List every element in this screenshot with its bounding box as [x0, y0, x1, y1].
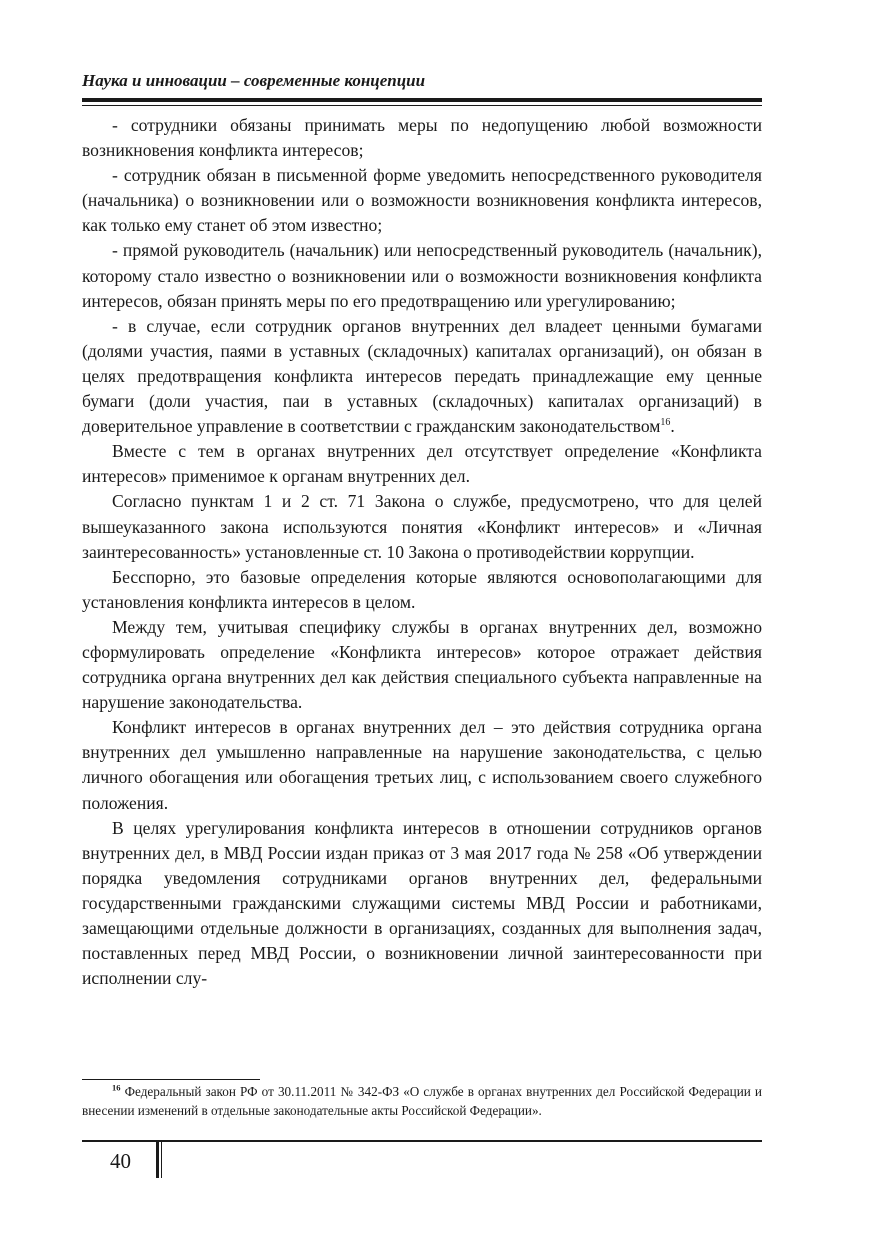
- paragraph-6: Согласно пунктам 1 и 2 ст. 71 Закона о службе, предусмотрено, что для целей вышеуказанного закона используются понятия «Конфликт интересов» и «Личная заинтересованность» установленные ст. 10 Закона о противодействии коррупции.: [82, 491, 762, 562]
- page-number-bar-thick: [156, 1141, 159, 1178]
- paragraph-2: - сотрудник обязан в письменной форме уведомить непосредственного руководителя (начальника) о возникновении или о возможности возникновения конфликта интересов, как только ему станет об этом известно;: [82, 165, 762, 236]
- paragraph-3: - прямой руководитель (начальник) или непосредственный руководитель (начальник), которому стало известно о возникновении или о возможности возникновения конфликта интересов, обязан принять меры по его предотвращению или урегулированию;: [82, 240, 762, 311]
- footnote-number: 16: [112, 1082, 121, 1093]
- paragraph-8: Между тем, учитывая специфику службы в органах внутренних дел, возможно сформулировать определение «Конфликта интересов» которое отражает действия сотрудника органа внутренних дел как действия специального субъекта направленные на нарушение законодательства.: [82, 616, 762, 713]
- page-number: 40: [110, 1149, 131, 1173]
- footer-rule: [82, 1140, 762, 1142]
- running-header: Наука и инновации – современные концепции: [82, 71, 426, 90]
- header-rule-thin: [82, 105, 762, 106]
- body-text: [82, 113, 762, 991]
- paragraph-4-end: .: [670, 416, 675, 437]
- page-number-bar-thin: [161, 1141, 162, 1178]
- paragraph-7: Бесспорно, это базовые определения которые являются основополагающими для установления конфликта интересов в целом.: [82, 566, 762, 612]
- footnote: [82, 1083, 762, 1120]
- footnote-reference[interactable]: 16: [660, 417, 671, 429]
- paragraph-9: Конфликт интересов в органах внутренних дел – это действия сотрудника органа внутренних дел умышленно направленные на нарушение законодательства, с целью личного обогащения или обогащения третьих лиц, с использованием своего служебного положения.: [82, 717, 762, 813]
- paragraph-5: Вместе с тем в органах внутренних дел отсутствует определение «Конфликта интересов» применимое к органам внутренних дел.: [82, 441, 762, 487]
- paragraph-4: [82, 314, 762, 439]
- header-rule-thick: [82, 98, 762, 102]
- paragraph-10: В целях урегулирования конфликта интересов в отношении сотрудников органов внутренних дел, в МВД России издан приказ от 3 мая 2017 года № 258 «Об утверждении порядка уведомления сотрудниками органов внутренних дел, федеральными государственными гражданскими служащими системы МВД России и работниками, замещающими отдельные должности в организациях, созданных для выполнения задач, поставленных перед МВД России, о возникновении личной заинтересованности при исполнении слу-: [82, 817, 762, 989]
- paragraph-1: - сотрудники обязаны принимать меры по недопущению любой возможности возникновения конфликта интересов;: [82, 115, 762, 161]
- paragraph-4-text: - в случае, если сотрудник органов внутренних дел владеет ценными бумагами (долями участия, паями в уставных (складочных) капиталах организаций), он обязан в целях предотвращения конфликта интересов передать принадлежащие ему ценные бумаги (доли участия, паи в уставных (складочных) капиталах организаций) в доверительное управление в соответствии с гражданским законодательством: [82, 315, 762, 437]
- footnote-text: Федеральный закон РФ от 30.11.2011 № 342-ФЗ «О службе в органах внутренних дел Российской Федерации и внесении изменений в отдельные законодательные акты Российской Федерации».: [82, 1084, 762, 1118]
- footnote-separator: [82, 1079, 260, 1080]
